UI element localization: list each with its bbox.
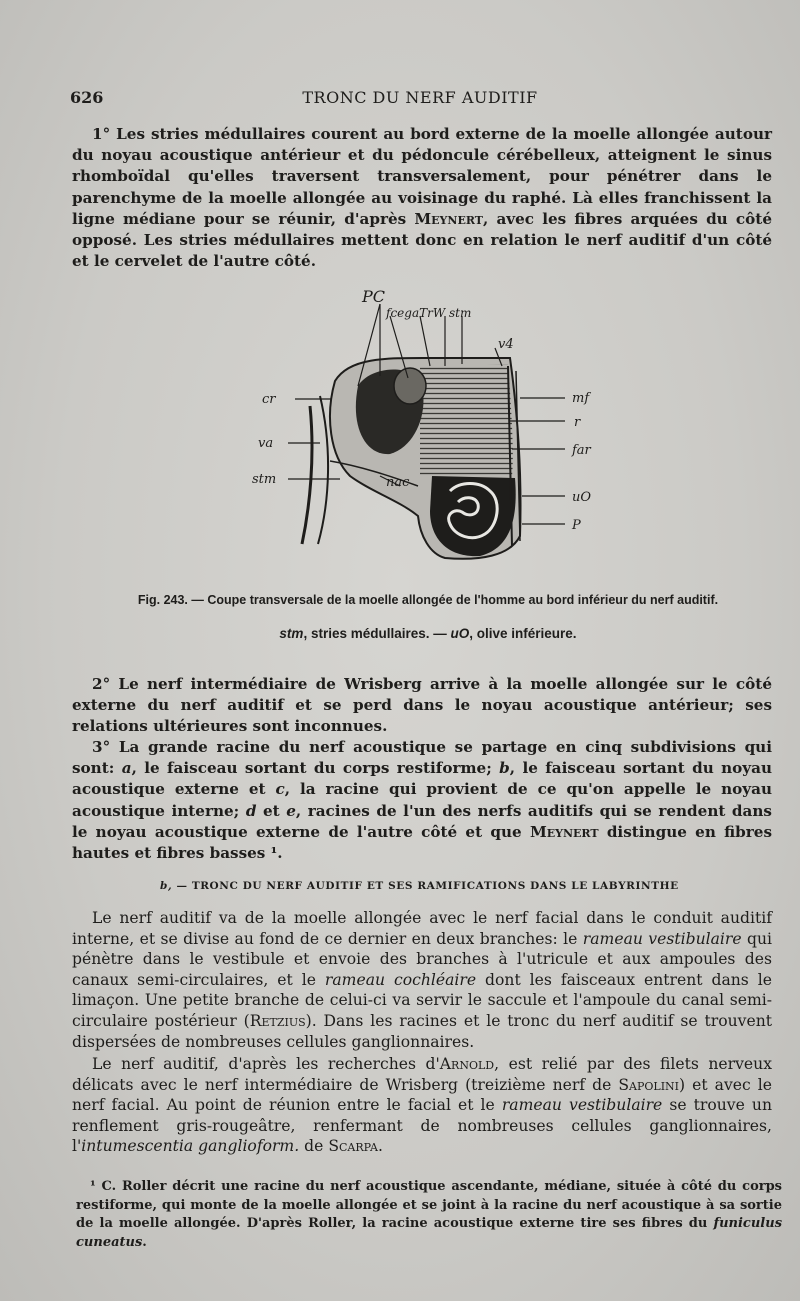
author-name: Retzius — [249, 1011, 306, 1030]
para5-text: ) et avec le nerf facial. Au point de réunion entre le facial et le — [72, 1075, 772, 1115]
para4-text: Le nerf auditif va de la moelle allongée avec le nerf facial dans le conduit auditif interne, et se divise au fond de ce dernier en deux branches: le — [72, 909, 772, 948]
para5-text: de — [299, 1137, 329, 1156]
letter-b: b — [499, 759, 510, 778]
author-name: Meynert — [414, 209, 483, 228]
label-va: va — [258, 436, 274, 451]
paragraph-nerf-auditif — [72, 908, 772, 1052]
term: rameau vestibulaire — [582, 929, 742, 948]
letter-e: e — [286, 801, 296, 820]
para5-text: Le nerf auditif, d'après les recherches d' — [92, 1055, 440, 1073]
label-far: far — [572, 443, 591, 458]
label-stm: stm — [252, 472, 277, 487]
author-name: Sapolini — [618, 1075, 680, 1094]
para5-text: . — [377, 1137, 383, 1156]
para1-text: 1° Les stries médullaires courent au bord externe de la moelle allongée autour du noyau acoustique antérieur et du pédoncule cérébelleux, atteignent le sinus rhomboïdal qu'elles traversent transversalement, pour pénétrer dans le parenchyme de la moelle allongée au voisinage du raphé. Là elles franchissent la ligne médiane pour se réunir, d'après — [72, 125, 772, 228]
para4-text: qui pénètre dans le vestibule et envoie des branches à l'utricule et aux ampoules des canaux semi-circulaires, et le — [72, 929, 772, 989]
author-name: Meynert — [529, 822, 599, 841]
para3-text: 3° La grande racine du nerf acoustique se partage en cinq subdivisions qui sont: — [72, 738, 772, 778]
page-number: 626 — [70, 88, 104, 107]
page-header — [70, 88, 770, 112]
para4-text: ). Dans les racines et le tronc du nerf auditif se trouvent dispersées de nombreuses cellules ganglionnaires. — [72, 1011, 773, 1051]
paragraph-arnold — [72, 1054, 772, 1157]
author-name: Roller — [121, 1179, 167, 1194]
para3-text: distingue en fibres hautes et fibres basses ¹. — [72, 822, 772, 863]
para3-text: , le faisceau sortant du corps restiforme; — [131, 759, 500, 778]
nucleus — [394, 368, 426, 404]
caption-text: , stries médullaires. — — [303, 626, 451, 641]
nerve-fibre — [302, 406, 312, 544]
figure-243 — [240, 286, 620, 576]
author-name: Arnold — [439, 1055, 495, 1073]
author-name: Scarpa — [328, 1137, 378, 1156]
footnote-text: , la racine acoustique externe tire ses fibres du — [351, 1216, 714, 1231]
label-nac: nac — [386, 475, 410, 490]
para3-text: et — [256, 801, 287, 820]
label-top: fcegaTrW stm — [386, 306, 472, 320]
subheading-text: — TRONC DU NERF AUDITIF ET SES RAMIFICATIONS DANS LE LABYRINTHE — [172, 880, 679, 892]
paragraph-wrisberg: 2° Le nerf intermédiaire de Wrisberg arrive à la moelle allongée sur le côté externe du nerf auditif et se perd dans le noyau acoustique antérieur; ses relations ultérieures sont inconnues. — [72, 675, 772, 736]
label-v4: v4 — [498, 337, 514, 352]
label-p: P — [572, 518, 581, 533]
caption-term: stm — [279, 626, 304, 641]
caption-term: uO — [450, 626, 470, 641]
subheading-letter: b, — [160, 880, 173, 892]
letter-a: a — [121, 759, 132, 778]
para1-text-cont: , avec les fibres arquées du côté opposé. Les stries médullaires mettent donc en relation le nerf auditif d'un côté et le cervelet de l'autre côté. — [72, 209, 772, 271]
term: rameau vestibulaire — [501, 1096, 663, 1115]
footnote-text: ¹ C. — [90, 1179, 122, 1194]
caption-text: , olive inférieure. — [469, 626, 577, 641]
footnote-text: décrit une racine du nerf acoustique ascendante, médiane, située à côté du corps restiforme, qui monte de la moelle allongée et se joint à la racine du nerf acoustique à sa sortie de la moelle allongée. D'après — [76, 1179, 782, 1231]
paragraph-grande-racine — [72, 737, 772, 864]
term: rameau cochléaire — [324, 970, 477, 989]
term: intumescentia ganglioform. — [81, 1137, 300, 1156]
para3-text: , le faisceau sortant du noyau acoustique externe et — [72, 759, 772, 799]
nerve-fibre — [318, 396, 328, 544]
para4-text: dont les faisceaux entrent dans le limaçon. Une petite branche de celui-ci va servir le saccule et l'ampoule du canal semi-circulaire postérieur ( — [72, 970, 772, 1030]
para3-text: , la racine qui provient de ce qu'on appelle le noyau acoustique interne; — [72, 780, 773, 820]
label-uo: uO — [572, 490, 592, 505]
figure-caption-legend — [78, 626, 778, 641]
striated-region — [420, 364, 513, 476]
medulla-cross-section-illustration — [240, 286, 620, 576]
para5-text: se trouve un renflement gris-rougeâtre, renfermant de nombreuses cellules ganglionnaires, l' — [72, 1096, 772, 1156]
term: funiculus cuneatus — [76, 1216, 783, 1250]
author-name: Roller — [308, 1216, 352, 1231]
label-r: r — [574, 415, 581, 430]
label-pc: PC — [362, 287, 386, 306]
footnote-text: . — [142, 1234, 147, 1250]
paragraph-stries-medullaires — [72, 124, 772, 272]
figure-caption: Fig. 243. — Coupe transversale de la moelle allongée de l'homme au bord inférieur du nerf auditif. — [137, 593, 719, 607]
footnote — [76, 1178, 782, 1252]
label-mf: mf — [572, 391, 590, 406]
para5-text: , est relié par des filets nerveux délicats avec le nerf intermédiaire de Wrisberg (treizième nerf de — [72, 1055, 772, 1094]
running-title: TRONC DU NERF AUDITIF — [302, 88, 538, 107]
label-cr: cr — [262, 392, 276, 407]
section-subheading — [160, 880, 720, 892]
para3-text: , racines de l'un des nerfs auditifs qui se rendent dans le noyau acoustique externe de l'autre côté et que — [72, 801, 772, 841]
letter-d: d — [245, 801, 257, 820]
letter-c: c — [275, 780, 285, 799]
